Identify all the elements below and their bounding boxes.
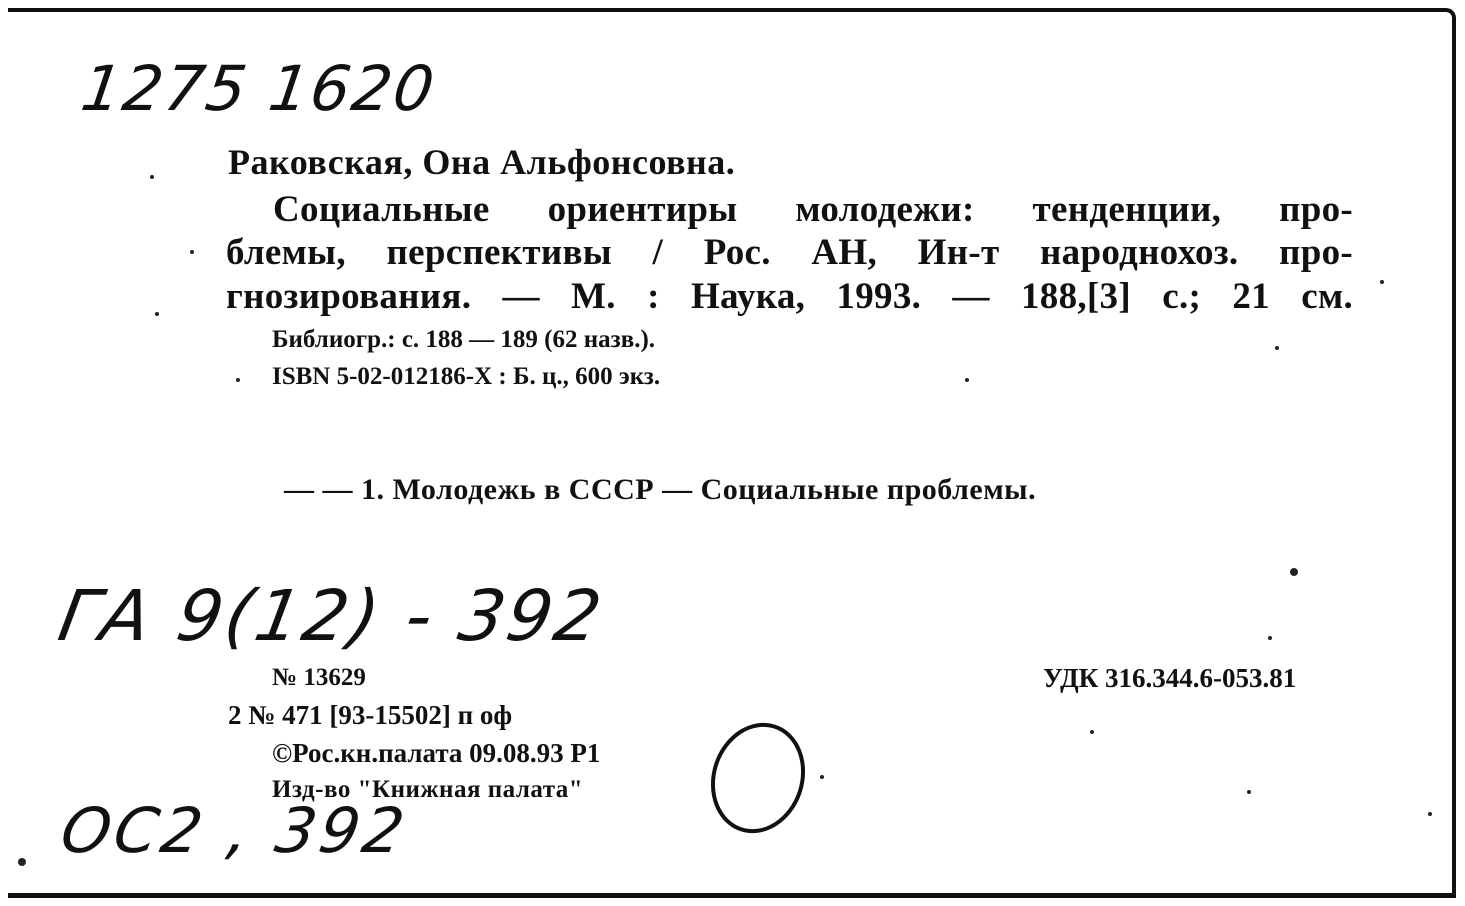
stamp-line: ©Рос.кн.палата 09.08.93 Р1 — [272, 738, 601, 768]
noise-dot — [1380, 280, 1384, 284]
noise-dot — [1268, 636, 1272, 640]
isbn-line: ISBN 5-02-012186-X : Б. ц., 600 экз. — [272, 363, 661, 390]
handwritten-bottom-code: ОС2 , 392 — [55, 794, 414, 867]
noise-dot — [150, 175, 154, 179]
noise-dot — [1428, 812, 1432, 816]
author-line: Раковская, Она Альфонсовна. — [228, 142, 736, 182]
title-line-2: блемы, перспективы / Рос. АН, Ин-т народнохоз. про- — [226, 232, 1353, 273]
noise-dot — [18, 858, 26, 866]
bibliography-note: Библиогр.: с. 188 — 189 (62 назв.). — [272, 326, 656, 353]
noise-dot — [1247, 790, 1251, 794]
udk-code: УДК 316.344.6-053.81 — [1043, 663, 1297, 693]
noise-dot — [190, 250, 194, 254]
handwritten-top-code: 1275 1620 — [76, 52, 441, 125]
noise-dot — [1275, 346, 1279, 350]
publisher-line: Изд-во "Книжная палата" — [272, 776, 584, 803]
subject-heading: — — 1. Молодежь в СССР — Социальные проблемы. — [284, 473, 1037, 506]
handwritten-shelf-code: ГА 9(12) - 392 — [52, 575, 610, 657]
order-line: 2 № 471 [93-15502] п оф — [228, 700, 513, 730]
noise-dot — [1090, 730, 1094, 734]
noise-dot — [820, 775, 824, 779]
title-line-1: Социальные ориентиры молодежи: тенденции, про- — [273, 189, 1353, 230]
title-line-3: гнозирования. — М. : Наука, 1993. — 188,[3] с.; 21 см. — [226, 276, 1353, 317]
record-number: № 13629 — [272, 664, 366, 691]
noise-dot — [155, 312, 159, 316]
noise-dot — [236, 378, 240, 382]
noise-dot — [965, 378, 969, 382]
noise-dot — [1290, 568, 1298, 576]
